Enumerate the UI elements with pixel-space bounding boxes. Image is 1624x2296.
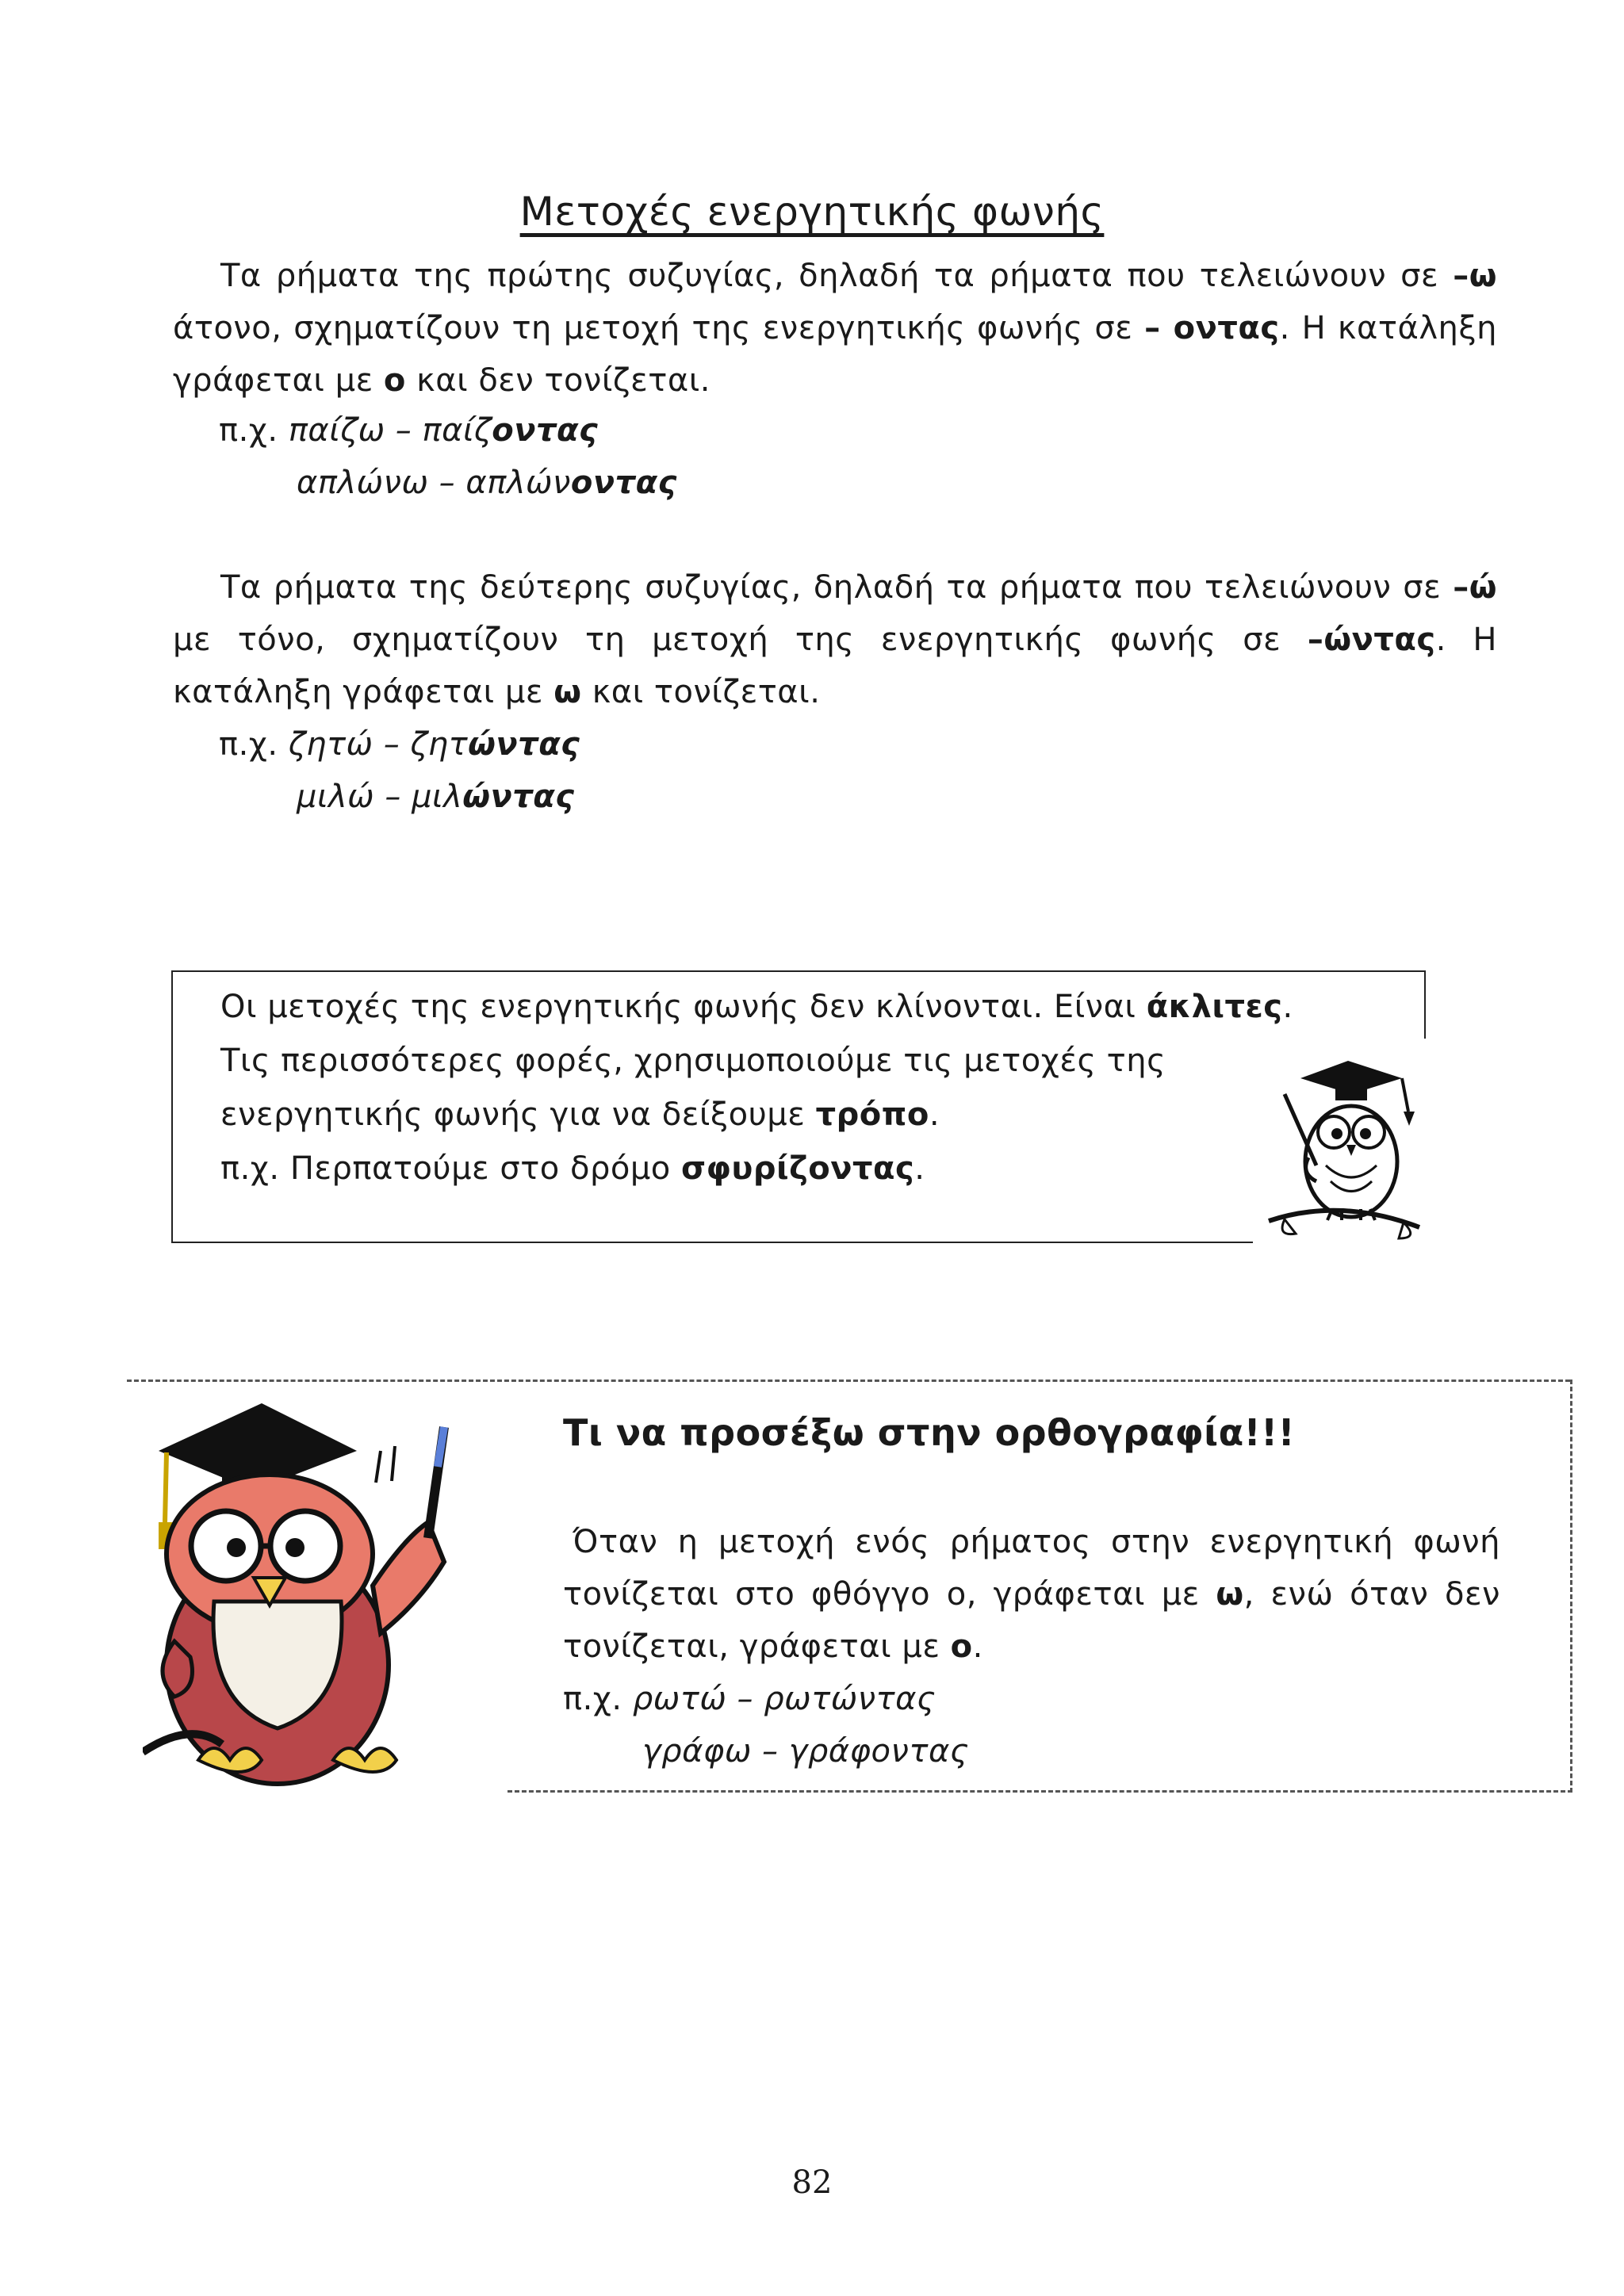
example-ending: οντας [570,465,677,501]
letter: ο [950,1628,973,1665]
text: . [929,1096,940,1133]
info-box-text [220,980,1315,1196]
text: άτονο, σχηματίζουν τη μετοχή της ενεργητικής φωνής σε [173,310,1145,346]
example-line [219,718,580,771]
page-number: 82 [791,2164,833,2201]
text: , ενώ όταν δεν τονίζεται, γράφεται με [563,1576,1500,1665]
letter: ο [383,362,406,399]
example-ending: οντας [492,412,599,449]
ending: –ω [1453,258,1497,294]
text: και τονίζεται. [581,674,821,710]
text: Όταν η μετοχή ενός ρήματος στην ενεργητική φωνή τονίζεται στο φθόγγο ο, γράφεται με [563,1524,1500,1613]
example-ending: ώντας [468,726,580,763]
paragraph-second-conjugation [173,561,1497,718]
example-label: π.χ. [219,412,278,449]
page-title: Μετοχές ενεργητικής φωνής [519,189,1105,235]
info-line [220,1088,1315,1142]
example-word: μιλώ – μιλ [297,779,463,815]
spelling-tip-title: Τι να προσέξω στην ορθογραφία!!! [563,1411,1296,1454]
owl-graduate-pointer-icon [1253,1039,1434,1245]
text: . [914,1150,925,1187]
example-line [297,771,574,823]
example-word: γράφω – γράφοντας [642,1733,969,1770]
info-line: Τις περισσότερες φορές, χρησιμοποιούμε τις μετοχές της [220,1043,1166,1079]
example-word: απλώνω – απλών [297,465,571,501]
text: Οι μετοχές της ενεργητικής φωνής δεν κλίνονται. Είναι [220,989,1147,1025]
keyword: άκλιτες [1146,989,1283,1025]
letter: ω [553,674,582,710]
example-line [297,457,677,509]
spelling-tip-text [563,1516,1500,1777]
text: Τα ρήματα της πρώτης συζυγίας, δηλαδή τα ρήματα που τελειώνουν σε [220,258,1454,294]
text: ενεργητικής φωνής για να δείξουμε [220,1096,816,1133]
example-word: ζητώ – ζητ [288,726,469,763]
text: Τα ρήματα της δεύτερης συζυγίας, δηλαδή τα ρήματα που τελειώνουν σε [220,569,1454,606]
info-line [220,980,1315,1034]
example-line [563,1673,1500,1725]
keyword: σφυρίζοντας [680,1150,915,1187]
example-line [219,404,598,457]
text: . [1282,989,1293,1025]
info-line [220,1142,1315,1196]
ending: – οντας [1144,310,1280,346]
text: και δεν τονίζεται. [405,362,710,399]
text: π.χ. Περπατούμε στο δρόμο [220,1150,681,1187]
paragraph-first-conjugation [173,250,1497,407]
example-ending: ώντας [462,779,575,815]
keyword: τρόπο [815,1096,929,1133]
ending: –ώ [1453,569,1497,606]
text: . Η κατάληξη γράφεται με [173,622,1497,710]
example-word: ρωτώ – ρωτώντας [632,1681,936,1717]
example-label: π.χ. [563,1681,622,1717]
example-line [563,1725,1500,1777]
owl-teacher-pointer-icon [143,1403,492,1792]
example-label: π.χ. [219,726,278,763]
letter: ω [1216,1576,1244,1613]
example-word: παίζω – παίζ [288,412,492,449]
text: . Η κατάληξη γράφεται με [173,310,1498,399]
text: . [972,1628,983,1665]
text: με τόνο, σχηματίζουν τη μετοχή της ενεργητικής φωνής σε [173,622,1308,658]
ending: –ώντας [1307,622,1436,658]
